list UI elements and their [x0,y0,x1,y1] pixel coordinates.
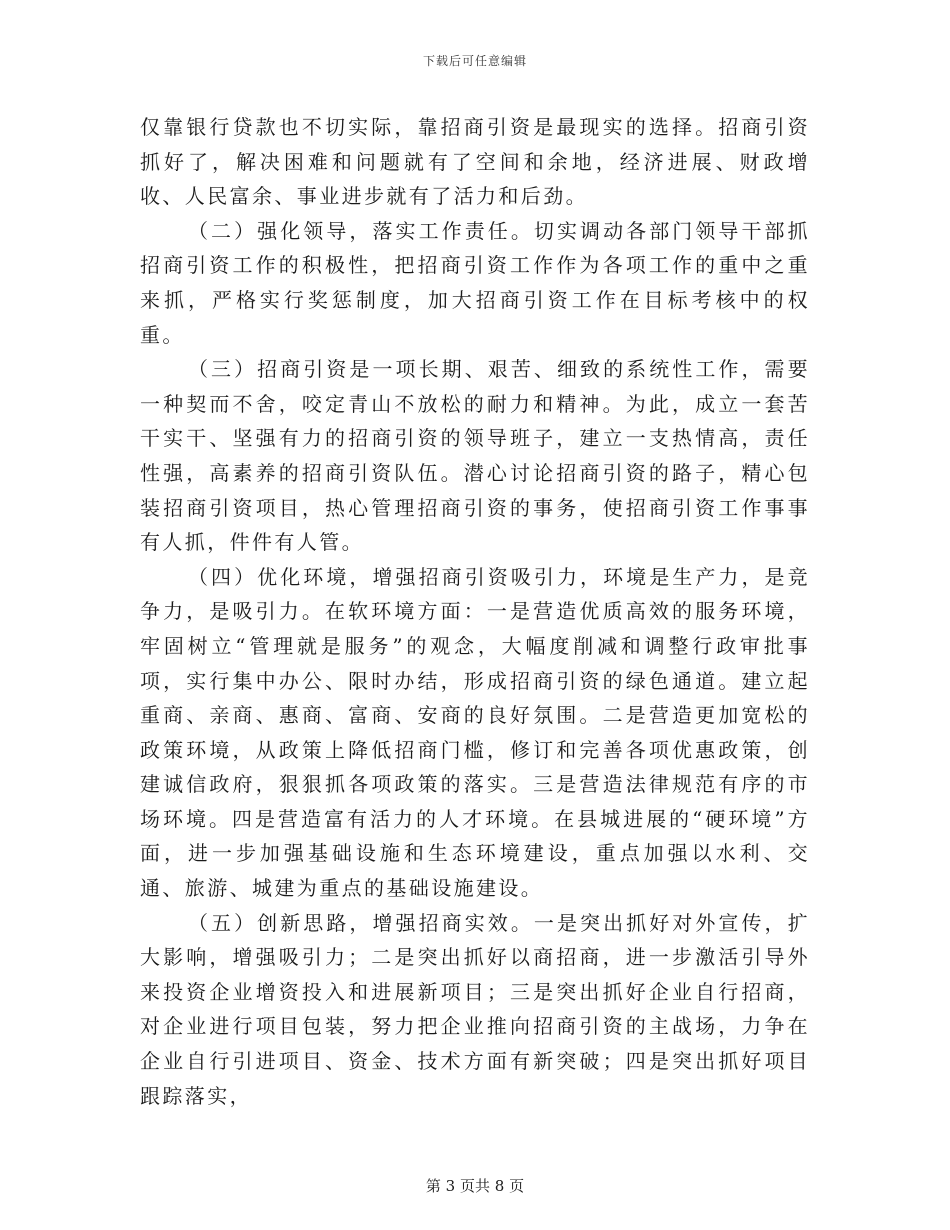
paragraph-3: （三）招商引资是一项长期、艰苦、细致的系统性工作，需要一种契而不舍，咬定青山不放松的耐力和精神。为此，成立一套苦干实干、坚强有力的招商引资的领导班子，建立一支热情高，责任性强，高素养的招商引资队伍。潜心讨论招商引资的路子，精心包装招商引资项目，热心管理招商引资的事务，使招商引资工作事事有人抓，件件有人管。 [140,357,810,555]
document-body [140,110,810,1113]
paragraph-5: （五）创新思路，增强招商实效。一是突出抓好对外宣传，扩大影响，增强吸引力；二是突出抓好以商招商，进一步激活引导外来投资企业增资投入和进展新项目；三是突出抓好企业自行招商，对企业进行项目包装，努力把企业推向招商引资的主战场，力争在企业自行引进项目、资金、技术方面有新突破；四是突出抓好项目跟踪落实， [140,910,810,1108]
page-header: 下载后可任意编辑 [422,54,527,68]
paragraph-2: （二）强化领导，落实工作责任。切实调动各部门领导干部抓招商引资工作的积极性，把招商引资工作作为各项工作的重中之重来抓，严格实行奖惩制度，加大招商引资工作在目标考核中的权重。 [140,218,810,347]
paragraph-1: 仅靠银行贷款也不切实际，靠招商引资是最现实的选择。招商引资抓好了，解决困难和问题就有了空间和余地，经济进展、财政增收、人民富余、事业进步就有了活力和后劲。 [140,115,810,209]
page-number-footer: 第 3 页共 8 页 [425,1177,525,1195]
paragraph-4: （四）优化环境，增强招商引资吸引力，环境是生产力，是竞争力，是吸引力。在软环境方面：一是营造优质高效的服务环境，牢固树立“管理就是服务”的观念，大幅度削减和调整行政审批事项，实行集中办公、限时办结，形成招商引资的绿色通道。建立起重商、亲商、惠商、富商、安商的良好氛围。二是营造更加宽松的政策环境，从政策上降低招商门槛，修订和完善各项优惠政策，创建诚信政府，狠狠抓各项政策的落实。三是营造法律规范有序的市场环境。四是营造富有活力的人才环境。在县城进展的“硬环境”方面，进一步加强基础设施和生态环境建设，重点加强以水利、交通、旅游、城建为重点的基础设施建设。 [140,564,810,901]
